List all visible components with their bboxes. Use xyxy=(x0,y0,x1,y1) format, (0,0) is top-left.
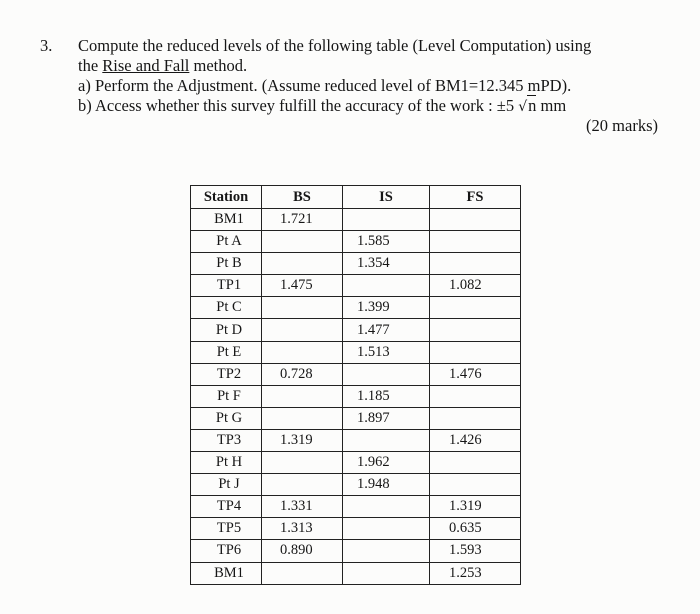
is-cell xyxy=(343,496,430,518)
table-row xyxy=(191,253,521,275)
table-row xyxy=(191,385,521,407)
table-row xyxy=(191,297,521,319)
bs-cell xyxy=(262,297,343,319)
fs-cell xyxy=(430,474,521,496)
header-station: Station xyxy=(191,186,262,209)
table-row xyxy=(191,363,521,385)
bs-cell xyxy=(262,562,343,584)
fs-cell xyxy=(430,253,521,275)
fs-cell xyxy=(430,341,521,363)
question-line-1 xyxy=(40,36,640,56)
sqrt-n xyxy=(518,96,536,117)
is-cell xyxy=(343,562,430,584)
table-row xyxy=(191,540,521,562)
question-line-2-prefix: the xyxy=(78,56,99,75)
part-a-text: a) Perform the Adjustment. (Assume reduced level of BM1=12.345 mPD). xyxy=(78,76,572,95)
question-line-2-suffix: method. xyxy=(193,56,248,75)
is-cell: 1.948 xyxy=(343,474,430,496)
fs-cell: 1.593 xyxy=(430,540,521,562)
question-block xyxy=(40,36,640,117)
question-line-2 xyxy=(78,56,640,76)
is-cell: 1.897 xyxy=(343,407,430,429)
bs-cell xyxy=(262,452,343,474)
station-cell: TP3 xyxy=(191,429,262,451)
fs-cell xyxy=(430,385,521,407)
question-intro: Compute the reduced levels of the following table (Level Computation) using xyxy=(78,36,592,55)
is-cell: 1.477 xyxy=(343,319,430,341)
table-row xyxy=(191,429,521,451)
question-number: 3. xyxy=(40,36,53,55)
bs-cell xyxy=(262,253,343,275)
fs-cell xyxy=(430,297,521,319)
station-cell: Pt F xyxy=(191,385,262,407)
is-cell: 1.399 xyxy=(343,297,430,319)
bs-cell xyxy=(262,319,343,341)
fs-cell: 1.476 xyxy=(430,363,521,385)
station-cell: Pt A xyxy=(191,231,262,253)
fs-cell: 0.635 xyxy=(430,518,521,540)
bs-cell xyxy=(262,341,343,363)
bs-cell: 0.890 xyxy=(262,540,343,562)
bs-cell: 1.475 xyxy=(262,275,343,297)
is-cell: 1.513 xyxy=(343,341,430,363)
bs-cell: 1.313 xyxy=(262,518,343,540)
is-cell xyxy=(343,275,430,297)
station-cell: Pt C xyxy=(191,297,262,319)
station-cell: TP4 xyxy=(191,496,262,518)
is-cell xyxy=(343,363,430,385)
sqrt-n-value: n xyxy=(528,96,537,115)
station-cell: TP6 xyxy=(191,540,262,562)
fs-cell xyxy=(430,407,521,429)
bs-cell: 1.319 xyxy=(262,429,343,451)
table-row xyxy=(191,341,521,363)
bs-cell xyxy=(262,231,343,253)
accuracy-tolerance: ±5 xyxy=(496,96,515,115)
station-cell: TP1 xyxy=(191,275,262,297)
marks: (20 marks) xyxy=(586,116,658,135)
table-row xyxy=(191,319,521,341)
is-cell: 1.185 xyxy=(343,385,430,407)
header-bs: BS xyxy=(262,186,343,209)
station-cell: Pt G xyxy=(191,407,262,429)
station-cell: Pt B xyxy=(191,253,262,275)
fs-cell xyxy=(430,209,521,231)
table-row xyxy=(191,518,521,540)
is-cell: 1.585 xyxy=(343,231,430,253)
accuracy-unit: mm xyxy=(540,96,567,115)
is-cell xyxy=(343,209,430,231)
levelling-table xyxy=(190,185,521,585)
part-b xyxy=(78,96,640,117)
is-cell: 1.354 xyxy=(343,253,430,275)
table-row xyxy=(191,209,521,231)
is-cell xyxy=(343,540,430,562)
header-fs: FS xyxy=(430,186,521,209)
table-row xyxy=(191,407,521,429)
station-cell: Pt E xyxy=(191,341,262,363)
table-body xyxy=(191,209,521,585)
station-cell: BM1 xyxy=(191,209,262,231)
is-cell xyxy=(343,518,430,540)
fs-cell xyxy=(430,319,521,341)
part-a xyxy=(78,76,640,96)
station-cell: Pt D xyxy=(191,319,262,341)
station-cell: BM1 xyxy=(191,562,262,584)
method-name: Rise and Fall xyxy=(102,56,190,75)
fs-cell: 1.319 xyxy=(430,496,521,518)
fs-cell xyxy=(430,231,521,253)
table-row xyxy=(191,231,521,253)
fs-cell: 1.426 xyxy=(430,429,521,451)
table-header-row xyxy=(191,186,521,209)
radical-icon: √ xyxy=(518,99,528,115)
table-row xyxy=(191,562,521,584)
part-b-text: b) Access whether this survey fulfill the accuracy of the work : xyxy=(78,96,493,115)
bs-cell: 1.331 xyxy=(262,496,343,518)
fs-cell: 1.082 xyxy=(430,275,521,297)
table-row xyxy=(191,452,521,474)
is-cell xyxy=(343,429,430,451)
bs-cell: 1.721 xyxy=(262,209,343,231)
station-cell: Pt J xyxy=(191,474,262,496)
table-row xyxy=(191,275,521,297)
bs-cell xyxy=(262,407,343,429)
station-cell: Pt H xyxy=(191,452,262,474)
table-row xyxy=(191,474,521,496)
header-is: IS xyxy=(343,186,430,209)
is-cell: 1.962 xyxy=(343,452,430,474)
fs-cell xyxy=(430,452,521,474)
bs-cell: 0.728 xyxy=(262,363,343,385)
fs-cell: 1.253 xyxy=(430,562,521,584)
bs-cell xyxy=(262,474,343,496)
station-cell: TP5 xyxy=(191,518,262,540)
bs-cell xyxy=(262,385,343,407)
station-cell: TP2 xyxy=(191,363,262,385)
table-row xyxy=(191,496,521,518)
